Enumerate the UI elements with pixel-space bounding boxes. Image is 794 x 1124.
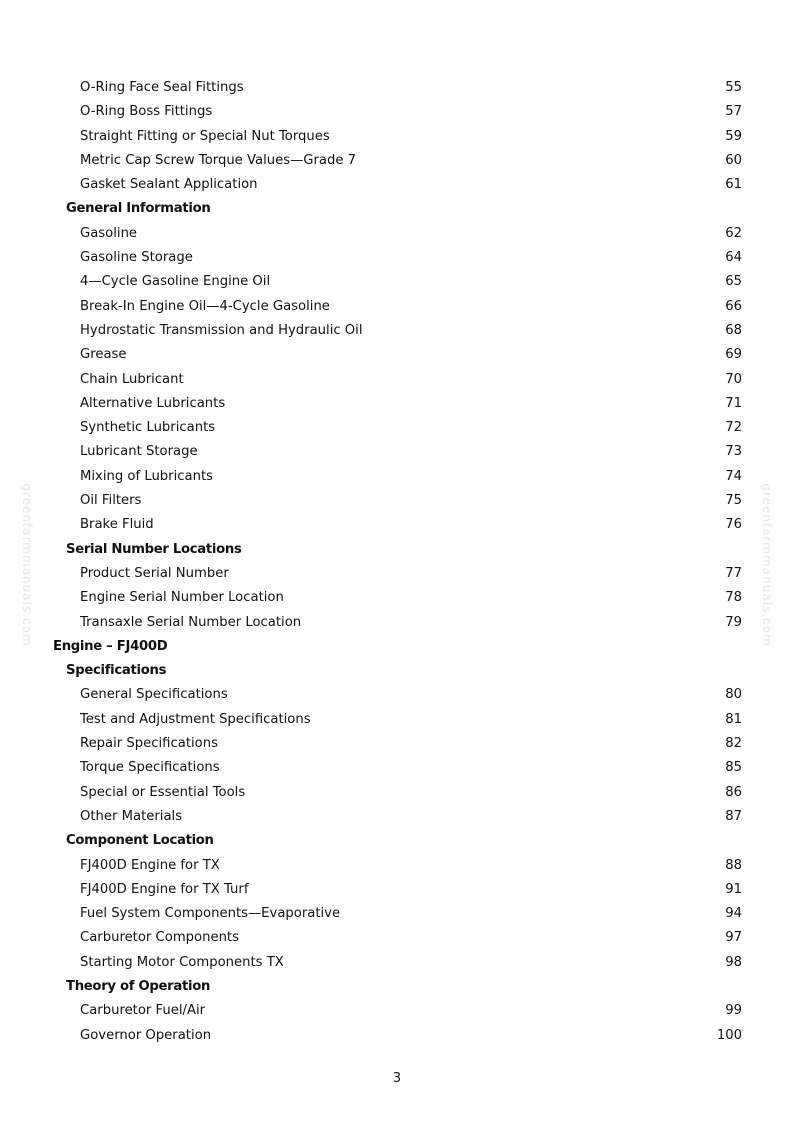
toc-entry[interactable] — [0, 100, 794, 124]
toc-entry[interactable] — [0, 416, 794, 440]
toc-entry-title: Straight Fitting or Special Nut Torques — [80, 128, 330, 144]
toc-entry[interactable] — [0, 1024, 794, 1048]
toc-entry[interactable] — [0, 295, 794, 319]
toc-entry-title: Mixing of Lubricants — [80, 468, 213, 484]
toc-entry-page-number: 76 — [725, 517, 742, 533]
toc-entry-title: Engine Serial Number Location — [80, 590, 284, 606]
toc-entry[interactable] — [0, 586, 794, 610]
toc-entry-title: O-Ring Face Seal Fittings — [80, 80, 244, 95]
toc-section-heading[interactable] — [0, 659, 794, 683]
toc-entry-page-number: 82 — [725, 736, 742, 752]
toc-entry[interactable] — [0, 878, 794, 902]
toc-entry-title: Gasoline — [80, 225, 138, 241]
toc-entry[interactable] — [0, 926, 794, 950]
toc-entry[interactable] — [0, 465, 794, 489]
toc-entry[interactable] — [0, 562, 794, 586]
toc-entry-title: Chain Lubricant — [80, 371, 184, 387]
toc-entry-title: Transaxle Serial Number Location — [80, 614, 302, 630]
toc-entry-page-number: 64 — [725, 250, 742, 266]
toc-entry-title: Theory of Operation — [66, 978, 211, 994]
toc-entry-title: Starting Motor Components TX — [80, 954, 284, 970]
toc-entry-page-number: 100 — [716, 1027, 742, 1043]
toc-entry[interactable] — [0, 611, 794, 635]
toc-entry[interactable] — [0, 513, 794, 537]
toc-entry[interactable] — [0, 805, 794, 829]
toc-entry-page-number: 87 — [725, 808, 742, 824]
toc-entry-title: Alternative Lubricants — [80, 395, 226, 411]
toc-entry-page-number: 73 — [725, 444, 742, 460]
toc-entry[interactable] — [0, 392, 794, 416]
toc-entry-page-number: 62 — [725, 225, 742, 241]
table-of-contents — [0, 76, 794, 1048]
toc-entry[interactable] — [0, 440, 794, 464]
toc-entry-title: Synthetic Lubricants — [80, 420, 216, 436]
toc-section-heading[interactable] — [0, 197, 794, 221]
toc-entry-title: FJ400D Engine for TX — [80, 857, 220, 873]
toc-entry-page-number: 74 — [725, 468, 742, 484]
toc-entry-title: Oil Filters — [80, 493, 142, 509]
toc-entry-page-number: 78 — [725, 590, 742, 606]
toc-entry-page-number: 61 — [725, 177, 742, 193]
toc-entry-page-number: 99 — [725, 1003, 742, 1019]
toc-entry-title: Gasoline Storage — [80, 250, 193, 266]
toc-entry[interactable] — [0, 246, 794, 270]
toc-entry[interactable] — [0, 149, 794, 173]
toc-entry[interactable] — [0, 854, 794, 878]
toc-entry-page-number: 69 — [725, 347, 742, 363]
toc-entry-page-number: 68 — [725, 322, 742, 338]
page-number: 3 — [392, 1071, 402, 1086]
toc-entry-page-number: 65 — [725, 274, 742, 290]
toc-entry[interactable] — [0, 732, 794, 756]
toc-entry-title: Grease — [80, 347, 127, 363]
toc-entry-title: Component Location — [66, 833, 214, 849]
toc-entry-title: General Specifications — [80, 687, 228, 703]
toc-entry-title: Torque Specifications — [80, 760, 220, 776]
toc-entry[interactable] — [0, 319, 794, 343]
toc-entry-title: Other Materials — [80, 808, 183, 824]
toc-entry[interactable] — [0, 222, 794, 246]
toc-entry[interactable] — [0, 76, 794, 100]
toc-entry-page-number: 71 — [725, 395, 742, 411]
toc-entry-page-number: 60 — [725, 152, 742, 168]
toc-entry-title: Carburetor Fuel/Air — [80, 1003, 206, 1019]
toc-entry[interactable] — [0, 683, 794, 707]
toc-entry-title: Engine – FJ400D — [53, 638, 168, 654]
toc-entry-title: Product Serial Number — [80, 565, 229, 581]
toc-entry-page-number: 55 — [725, 80, 742, 95]
toc-entry-page-number: 57 — [725, 104, 742, 120]
toc-entry-page-number: 70 — [725, 371, 742, 387]
toc-entry[interactable] — [0, 343, 794, 367]
toc-entry-title: Special or Essential Tools — [80, 784, 246, 800]
toc-entry[interactable] — [0, 951, 794, 975]
toc-entry[interactable] — [0, 368, 794, 392]
toc-section-heading[interactable] — [0, 975, 794, 999]
toc-entry-title: Brake Fluid — [80, 517, 154, 533]
toc-entry-title: 4—Cycle Gasoline Engine Oil — [80, 274, 271, 290]
toc-entry[interactable] — [0, 708, 794, 732]
toc-entry-title: Carburetor Components — [80, 930, 239, 946]
toc-entry-title: Fuel System Components—Evaporative — [80, 906, 341, 922]
toc-entry-title: Repair Specifications — [80, 736, 218, 752]
toc-entry-page-number: 94 — [725, 906, 742, 922]
toc-entry-page-number: 59 — [725, 128, 742, 144]
toc-entry-page-number: 86 — [725, 784, 742, 800]
toc-entry-page-number: 79 — [725, 614, 742, 630]
toc-entry-title: Governor Operation — [80, 1027, 212, 1043]
toc-entry[interactable] — [0, 999, 794, 1023]
toc-chapter-heading[interactable] — [0, 635, 794, 659]
toc-entry-page-number: 98 — [725, 954, 742, 970]
toc-entry-page-number: 77 — [725, 565, 742, 581]
toc-entry-title: General Information — [66, 201, 211, 217]
toc-entry-title: Lubricant Storage — [80, 444, 198, 460]
toc-entry-title: Hydrostatic Transmission and Hydraulic Oil — [80, 322, 363, 338]
toc-entry-page-number: 97 — [725, 930, 742, 946]
toc-entry-page-number: 80 — [725, 687, 742, 703]
toc-entry[interactable] — [0, 173, 794, 197]
toc-entry-page-number: 88 — [725, 857, 742, 873]
toc-entry-title: Serial Number Locations — [66, 541, 242, 557]
toc-entry-title: Specifications — [66, 663, 167, 679]
toc-entry[interactable] — [0, 270, 794, 294]
toc-entry-title: Break-In Engine Oil—4-Cycle Gasoline — [80, 298, 330, 314]
toc-entry-page-number: 81 — [725, 711, 742, 727]
watermark-text: greenfarmmanuals.com — [760, 483, 774, 647]
toc-entry-page-number: 75 — [725, 493, 742, 509]
toc-section-heading[interactable] — [0, 829, 794, 853]
toc-entry-title: O-Ring Boss Fittings — [80, 104, 213, 120]
toc-entry[interactable] — [0, 756, 794, 780]
toc-entry-page-number: 85 — [725, 760, 742, 776]
toc-entry-page-number: 91 — [725, 881, 742, 897]
toc-entry-title: Test and Adjustment Specifications — [80, 711, 311, 727]
toc-entry[interactable] — [0, 489, 794, 513]
toc-entry-title: Metric Cap Screw Torque Values—Grade 7 — [80, 152, 357, 168]
toc-entry-page-number: 72 — [725, 420, 742, 436]
toc-entry-title: FJ400D Engine for TX Turf — [80, 881, 249, 897]
toc-entry[interactable] — [0, 781, 794, 805]
toc-entry-title: Gasket Sealant Application — [80, 177, 258, 193]
toc-section-heading[interactable] — [0, 538, 794, 562]
toc-entry-page-number: 66 — [725, 298, 742, 314]
toc-entry[interactable] — [0, 125, 794, 149]
watermark-text: greenfarmmanuals.com — [20, 483, 34, 647]
toc-entry[interactable] — [0, 902, 794, 926]
